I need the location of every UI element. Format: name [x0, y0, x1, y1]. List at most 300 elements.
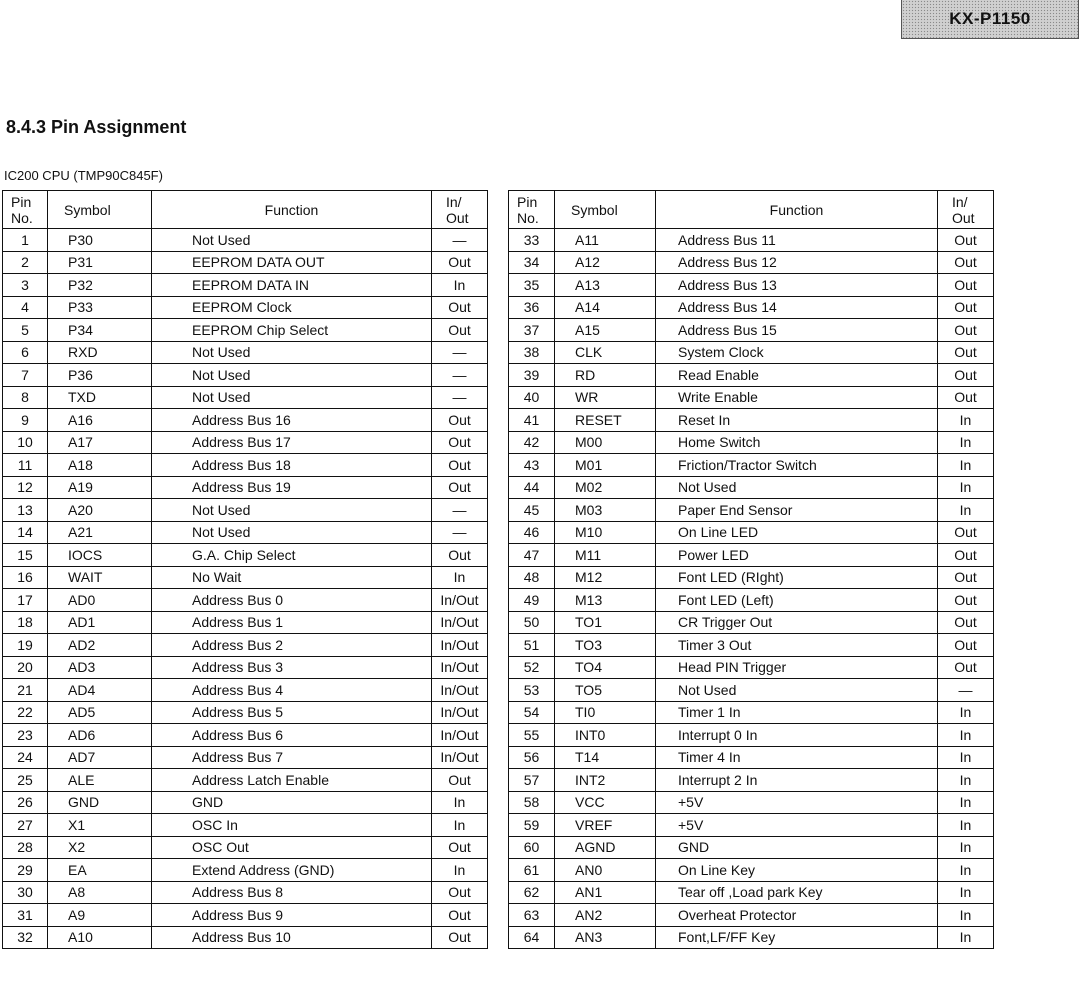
pin-number-cell: 58	[509, 791, 555, 814]
in-out-cell: Out	[938, 364, 994, 387]
function-cell: Not Used	[152, 341, 432, 364]
pin-number-cell: 2	[3, 251, 48, 274]
table-header-row	[3, 191, 488, 229]
symbol-cell: TO5	[555, 679, 656, 702]
function-cell: Timer 3 Out	[656, 634, 938, 657]
symbol-cell: AD6	[48, 724, 152, 747]
in-out-cell: In	[938, 904, 994, 927]
function-cell: +5V	[656, 791, 938, 814]
in-out-cell: In/Out	[432, 611, 488, 634]
symbol-cell: GND	[48, 791, 152, 814]
in-out-cell: Out	[432, 454, 488, 477]
in-out-cell: Out	[432, 296, 488, 319]
table-row	[3, 656, 488, 679]
symbol-cell: TO4	[555, 656, 656, 679]
pin-number-cell: 14	[3, 521, 48, 544]
pin-number-cell: 39	[509, 364, 555, 387]
pin-number-cell: 32	[3, 926, 48, 949]
in-out-cell: In/Out	[432, 679, 488, 702]
table-row	[3, 859, 488, 882]
table-row	[509, 409, 994, 432]
in-out-cell: In	[938, 791, 994, 814]
symbol-cell: WR	[555, 386, 656, 409]
pin-number-cell: 59	[509, 814, 555, 837]
symbol-cell: M13	[555, 589, 656, 612]
function-cell: Address Bus 18	[152, 454, 432, 477]
function-cell: Address Bus 5	[152, 701, 432, 724]
table-row	[3, 904, 488, 927]
table-row	[3, 476, 488, 499]
table-row	[509, 724, 994, 747]
table-row	[3, 364, 488, 387]
symbol-cell: P30	[48, 229, 152, 252]
table-row	[3, 769, 488, 792]
pin-number-cell: 38	[509, 341, 555, 364]
in-out-cell: In	[938, 769, 994, 792]
function-cell: Address Bus 16	[152, 409, 432, 432]
pin-number-cell: 49	[509, 589, 555, 612]
symbol-cell: AD3	[48, 656, 152, 679]
function-cell: System Clock	[656, 341, 938, 364]
function-cell: On Line LED	[656, 521, 938, 544]
in-out-cell: In/Out	[432, 724, 488, 747]
pin-number-cell: 35	[509, 274, 555, 297]
table-row	[3, 611, 488, 634]
function-cell: Address Bus 15	[656, 319, 938, 342]
pin-number-cell: 6	[3, 341, 48, 364]
pin-number-cell: 42	[509, 431, 555, 454]
symbol-cell: P33	[48, 296, 152, 319]
in-out-cell: In	[938, 814, 994, 837]
function-cell: Timer 4 In	[656, 746, 938, 769]
symbol-cell: P32	[48, 274, 152, 297]
function-cell: +5V	[656, 814, 938, 837]
symbol-cell: A16	[48, 409, 152, 432]
model-badge	[901, 0, 1079, 39]
table-row	[509, 431, 994, 454]
in-out-cell: In	[938, 499, 994, 522]
table-row	[509, 904, 994, 927]
pin-number-cell: 41	[509, 409, 555, 432]
symbol-cell: A10	[48, 926, 152, 949]
function-cell: Address Bus 11	[656, 229, 938, 252]
function-header: Function	[656, 191, 938, 229]
symbol-cell: AN2	[555, 904, 656, 927]
pin-number-cell: 24	[3, 746, 48, 769]
function-cell: Address Bus 3	[152, 656, 432, 679]
function-cell: EEPROM DATA OUT	[152, 251, 432, 274]
symbol-cell: AD1	[48, 611, 152, 634]
function-cell: Address Bus 2	[152, 634, 432, 657]
table-header-row	[509, 191, 994, 229]
in-out-cell: Out	[938, 386, 994, 409]
table-row	[509, 454, 994, 477]
symbol-cell: M01	[555, 454, 656, 477]
ic-caption: IC200 CPU (TMP90C845F)	[4, 168, 163, 183]
pin-number-cell: 12	[3, 476, 48, 499]
symbol-cell: A18	[48, 454, 152, 477]
in-out-cell: In	[938, 859, 994, 882]
function-cell: Address Bus 0	[152, 589, 432, 612]
symbol-cell: AN3	[555, 926, 656, 949]
function-cell: Font LED (Left)	[656, 589, 938, 612]
pin-number-cell: 10	[3, 431, 48, 454]
pin-number-cell: 52	[509, 656, 555, 679]
in-out-cell: In/Out	[432, 701, 488, 724]
in-out-cell: —	[432, 521, 488, 544]
table-row	[509, 589, 994, 612]
pin-number-cell: 36	[509, 296, 555, 319]
pin-number-cell: 30	[3, 881, 48, 904]
symbol-cell: A9	[48, 904, 152, 927]
symbol-cell: TO1	[555, 611, 656, 634]
in-out-cell: Out	[938, 656, 994, 679]
pin-number-cell: 7	[3, 364, 48, 387]
table-row	[509, 364, 994, 387]
table-row	[509, 229, 994, 252]
table-row	[3, 386, 488, 409]
in-out-header: In/ Out	[432, 191, 488, 229]
pin-number-cell: 51	[509, 634, 555, 657]
function-cell: Address Bus 9	[152, 904, 432, 927]
table-row	[3, 836, 488, 859]
in-out-cell: In	[938, 431, 994, 454]
symbol-cell: A20	[48, 499, 152, 522]
pin-number-cell: 60	[509, 836, 555, 859]
function-cell: Address Bus 12	[656, 251, 938, 274]
symbol-cell: AN1	[555, 881, 656, 904]
symbol-cell: TXD	[48, 386, 152, 409]
function-cell: Interrupt 0 In	[656, 724, 938, 747]
pin-number-cell: 9	[3, 409, 48, 432]
pin-number-cell: 56	[509, 746, 555, 769]
table-row	[509, 791, 994, 814]
function-cell: Paper End Sensor	[656, 499, 938, 522]
symbol-cell: M03	[555, 499, 656, 522]
pin-number-cell: 46	[509, 521, 555, 544]
symbol-cell: TI0	[555, 701, 656, 724]
table-row	[509, 544, 994, 567]
symbol-cell: AN0	[555, 859, 656, 882]
in-out-cell: Out	[938, 274, 994, 297]
table-row	[3, 926, 488, 949]
function-cell: Tear off ,Load park Key	[656, 881, 938, 904]
in-out-cell: In	[938, 476, 994, 499]
pin-number-cell: 50	[509, 611, 555, 634]
in-out-cell: Out	[938, 521, 994, 544]
in-out-cell: Out	[938, 319, 994, 342]
in-out-cell: Out	[432, 251, 488, 274]
pin-number-cell: 61	[509, 859, 555, 882]
pin-number-cell: 54	[509, 701, 555, 724]
symbol-cell: WAIT	[48, 566, 152, 589]
pin-number-cell: 48	[509, 566, 555, 589]
table-row	[509, 769, 994, 792]
in-out-cell: In	[938, 746, 994, 769]
symbol-cell: ALE	[48, 769, 152, 792]
symbol-cell: A15	[555, 319, 656, 342]
pin-number-cell: 18	[3, 611, 48, 634]
pin-number-cell: 64	[509, 926, 555, 949]
symbol-cell: EA	[48, 859, 152, 882]
pin-number-cell: 45	[509, 499, 555, 522]
in-out-cell: In	[432, 274, 488, 297]
in-out-cell: Out	[938, 589, 994, 612]
pin-number-cell: 15	[3, 544, 48, 567]
table-row	[3, 431, 488, 454]
pin-number-cell: 11	[3, 454, 48, 477]
function-cell: EEPROM DATA IN	[152, 274, 432, 297]
pin-number-cell: 17	[3, 589, 48, 612]
pin-number-cell: 31	[3, 904, 48, 927]
pin-number-cell: 44	[509, 476, 555, 499]
in-out-cell: In	[938, 409, 994, 432]
pin-number-cell: 53	[509, 679, 555, 702]
in-out-cell: Out	[938, 341, 994, 364]
symbol-cell: X1	[48, 814, 152, 837]
function-cell: G.A. Chip Select	[152, 544, 432, 567]
pin-number-cell: 22	[3, 701, 48, 724]
table-row	[3, 296, 488, 319]
pin-number-cell: 16	[3, 566, 48, 589]
pin-number-cell: 26	[3, 791, 48, 814]
table-row	[509, 251, 994, 274]
in-out-cell: Out	[938, 296, 994, 319]
function-cell: GND	[152, 791, 432, 814]
table-row	[509, 679, 994, 702]
table-row	[3, 499, 488, 522]
symbol-cell: RESET	[555, 409, 656, 432]
symbol-cell: A21	[48, 521, 152, 544]
pin-number-cell: 55	[509, 724, 555, 747]
symbol-cell: A13	[555, 274, 656, 297]
pin-number-cell: 3	[3, 274, 48, 297]
symbol-cell: A19	[48, 476, 152, 499]
symbol-cell: P31	[48, 251, 152, 274]
symbol-cell: AD4	[48, 679, 152, 702]
table-row	[3, 589, 488, 612]
symbol-cell: M12	[555, 566, 656, 589]
in-out-cell: —	[938, 679, 994, 702]
function-cell: OSC Out	[152, 836, 432, 859]
function-cell: Head PIN Trigger	[656, 656, 938, 679]
function-cell: Address Bus 1	[152, 611, 432, 634]
table-row	[3, 454, 488, 477]
function-cell: Font LED (RIght)	[656, 566, 938, 589]
table-row	[509, 319, 994, 342]
symbol-cell: A8	[48, 881, 152, 904]
function-cell: Not Used	[152, 499, 432, 522]
function-cell: Address Bus 4	[152, 679, 432, 702]
table-row	[509, 499, 994, 522]
symbol-cell: AD0	[48, 589, 152, 612]
pin-number-cell: 62	[509, 881, 555, 904]
table-row	[509, 296, 994, 319]
table-row	[3, 814, 488, 837]
symbol-header: Symbol	[555, 191, 656, 229]
pin-number-cell: 21	[3, 679, 48, 702]
pin-number-cell: 40	[509, 386, 555, 409]
symbol-cell: M02	[555, 476, 656, 499]
pin-number-cell: 5	[3, 319, 48, 342]
function-cell: Power LED	[656, 544, 938, 567]
model-number: KX-P1150	[949, 9, 1031, 28]
function-cell: Address Bus 8	[152, 881, 432, 904]
in-out-cell: In	[938, 454, 994, 477]
in-out-cell: In/Out	[432, 589, 488, 612]
in-out-cell: In	[432, 791, 488, 814]
symbol-cell: TO3	[555, 634, 656, 657]
function-cell: Extend Address (GND)	[152, 859, 432, 882]
in-out-cell: Out	[938, 544, 994, 567]
in-out-cell: Out	[938, 611, 994, 634]
symbol-cell: A17	[48, 431, 152, 454]
in-out-cell: Out	[432, 926, 488, 949]
table-row	[509, 566, 994, 589]
function-cell: Address Bus 13	[656, 274, 938, 297]
function-cell: Not Used	[656, 476, 938, 499]
table-row	[509, 926, 994, 949]
symbol-cell: AD7	[48, 746, 152, 769]
in-out-cell: Out	[938, 251, 994, 274]
in-out-cell: Out	[938, 229, 994, 252]
symbol-cell: T14	[555, 746, 656, 769]
in-out-cell: Out	[432, 544, 488, 567]
pin-table-left	[2, 190, 488, 949]
in-out-cell: Out	[938, 566, 994, 589]
function-cell: GND	[656, 836, 938, 859]
table-row	[509, 386, 994, 409]
in-out-cell: Out	[938, 634, 994, 657]
table-row	[509, 746, 994, 769]
table-row	[3, 319, 488, 342]
symbol-cell: RD	[555, 364, 656, 387]
in-out-cell: In	[938, 836, 994, 859]
symbol-cell: P34	[48, 319, 152, 342]
function-cell: Not Used	[152, 521, 432, 544]
pin-number-cell: 25	[3, 769, 48, 792]
table-row	[3, 251, 488, 274]
in-out-cell: In	[938, 926, 994, 949]
pin-number-cell: 37	[509, 319, 555, 342]
table-row	[509, 476, 994, 499]
in-out-cell: In/Out	[432, 746, 488, 769]
table-row	[3, 341, 488, 364]
symbol-cell: VCC	[555, 791, 656, 814]
symbol-cell: A14	[555, 296, 656, 319]
symbol-cell: AD2	[48, 634, 152, 657]
symbol-cell: RXD	[48, 341, 152, 364]
symbol-cell: M10	[555, 521, 656, 544]
in-out-cell: Out	[432, 836, 488, 859]
symbol-cell: X2	[48, 836, 152, 859]
table-row	[3, 634, 488, 657]
function-cell: Address Bus 10	[152, 926, 432, 949]
pin-number-cell: 4	[3, 296, 48, 319]
table-row	[3, 274, 488, 297]
symbol-header: Symbol	[48, 191, 152, 229]
table-row	[3, 746, 488, 769]
symbol-cell: AGND	[555, 836, 656, 859]
function-cell: Write Enable	[656, 386, 938, 409]
pin-number-header: Pin No.	[509, 191, 555, 229]
symbol-cell: INT2	[555, 769, 656, 792]
function-cell: No Wait	[152, 566, 432, 589]
in-out-cell: —	[432, 341, 488, 364]
in-out-cell: Out	[432, 476, 488, 499]
table-row	[3, 881, 488, 904]
in-out-cell: In	[432, 814, 488, 837]
table-row	[509, 859, 994, 882]
table-row	[509, 274, 994, 297]
function-cell: Address Bus 6	[152, 724, 432, 747]
in-out-cell: —	[432, 229, 488, 252]
function-cell: Address Bus 7	[152, 746, 432, 769]
table-row	[3, 701, 488, 724]
table-row	[3, 544, 488, 567]
table-row	[3, 229, 488, 252]
in-out-cell: In	[432, 859, 488, 882]
symbol-cell: AD5	[48, 701, 152, 724]
function-cell: Address Bus 17	[152, 431, 432, 454]
pin-number-cell: 13	[3, 499, 48, 522]
pin-number-cell: 1	[3, 229, 48, 252]
pin-number-header: Pin No.	[3, 191, 48, 229]
symbol-cell: INT0	[555, 724, 656, 747]
pin-number-cell: 23	[3, 724, 48, 747]
table-row	[3, 679, 488, 702]
in-out-cell: —	[432, 364, 488, 387]
table-row	[3, 566, 488, 589]
function-cell: Home Switch	[656, 431, 938, 454]
in-out-cell: Out	[432, 769, 488, 792]
function-cell: EEPROM Clock	[152, 296, 432, 319]
function-cell: Not Used	[656, 679, 938, 702]
in-out-cell: In	[938, 881, 994, 904]
in-out-cell: In/Out	[432, 656, 488, 679]
pin-number-cell: 29	[3, 859, 48, 882]
table-row	[509, 634, 994, 657]
function-cell: CR Trigger Out	[656, 611, 938, 634]
table-row	[509, 656, 994, 679]
pin-number-cell: 43	[509, 454, 555, 477]
function-cell: Address Bus 14	[656, 296, 938, 319]
in-out-cell: Out	[432, 409, 488, 432]
table-row	[509, 836, 994, 859]
symbol-cell: IOCS	[48, 544, 152, 567]
in-out-cell: In	[432, 566, 488, 589]
table-row	[3, 521, 488, 544]
pin-number-cell: 20	[3, 656, 48, 679]
function-cell: OSC In	[152, 814, 432, 837]
table-row	[509, 881, 994, 904]
symbol-cell: VREF	[555, 814, 656, 837]
pin-number-cell: 19	[3, 634, 48, 657]
function-cell: Address Bus 19	[152, 476, 432, 499]
pin-number-cell: 47	[509, 544, 555, 567]
in-out-header: In/ Out	[938, 191, 994, 229]
pin-number-cell: 34	[509, 251, 555, 274]
in-out-cell: —	[432, 499, 488, 522]
in-out-cell: In	[938, 724, 994, 747]
symbol-cell: CLK	[555, 341, 656, 364]
function-cell: Not Used	[152, 364, 432, 387]
table-row	[509, 611, 994, 634]
table-row	[3, 409, 488, 432]
function-cell: Read Enable	[656, 364, 938, 387]
table-row	[509, 814, 994, 837]
function-cell: Address Latch Enable	[152, 769, 432, 792]
